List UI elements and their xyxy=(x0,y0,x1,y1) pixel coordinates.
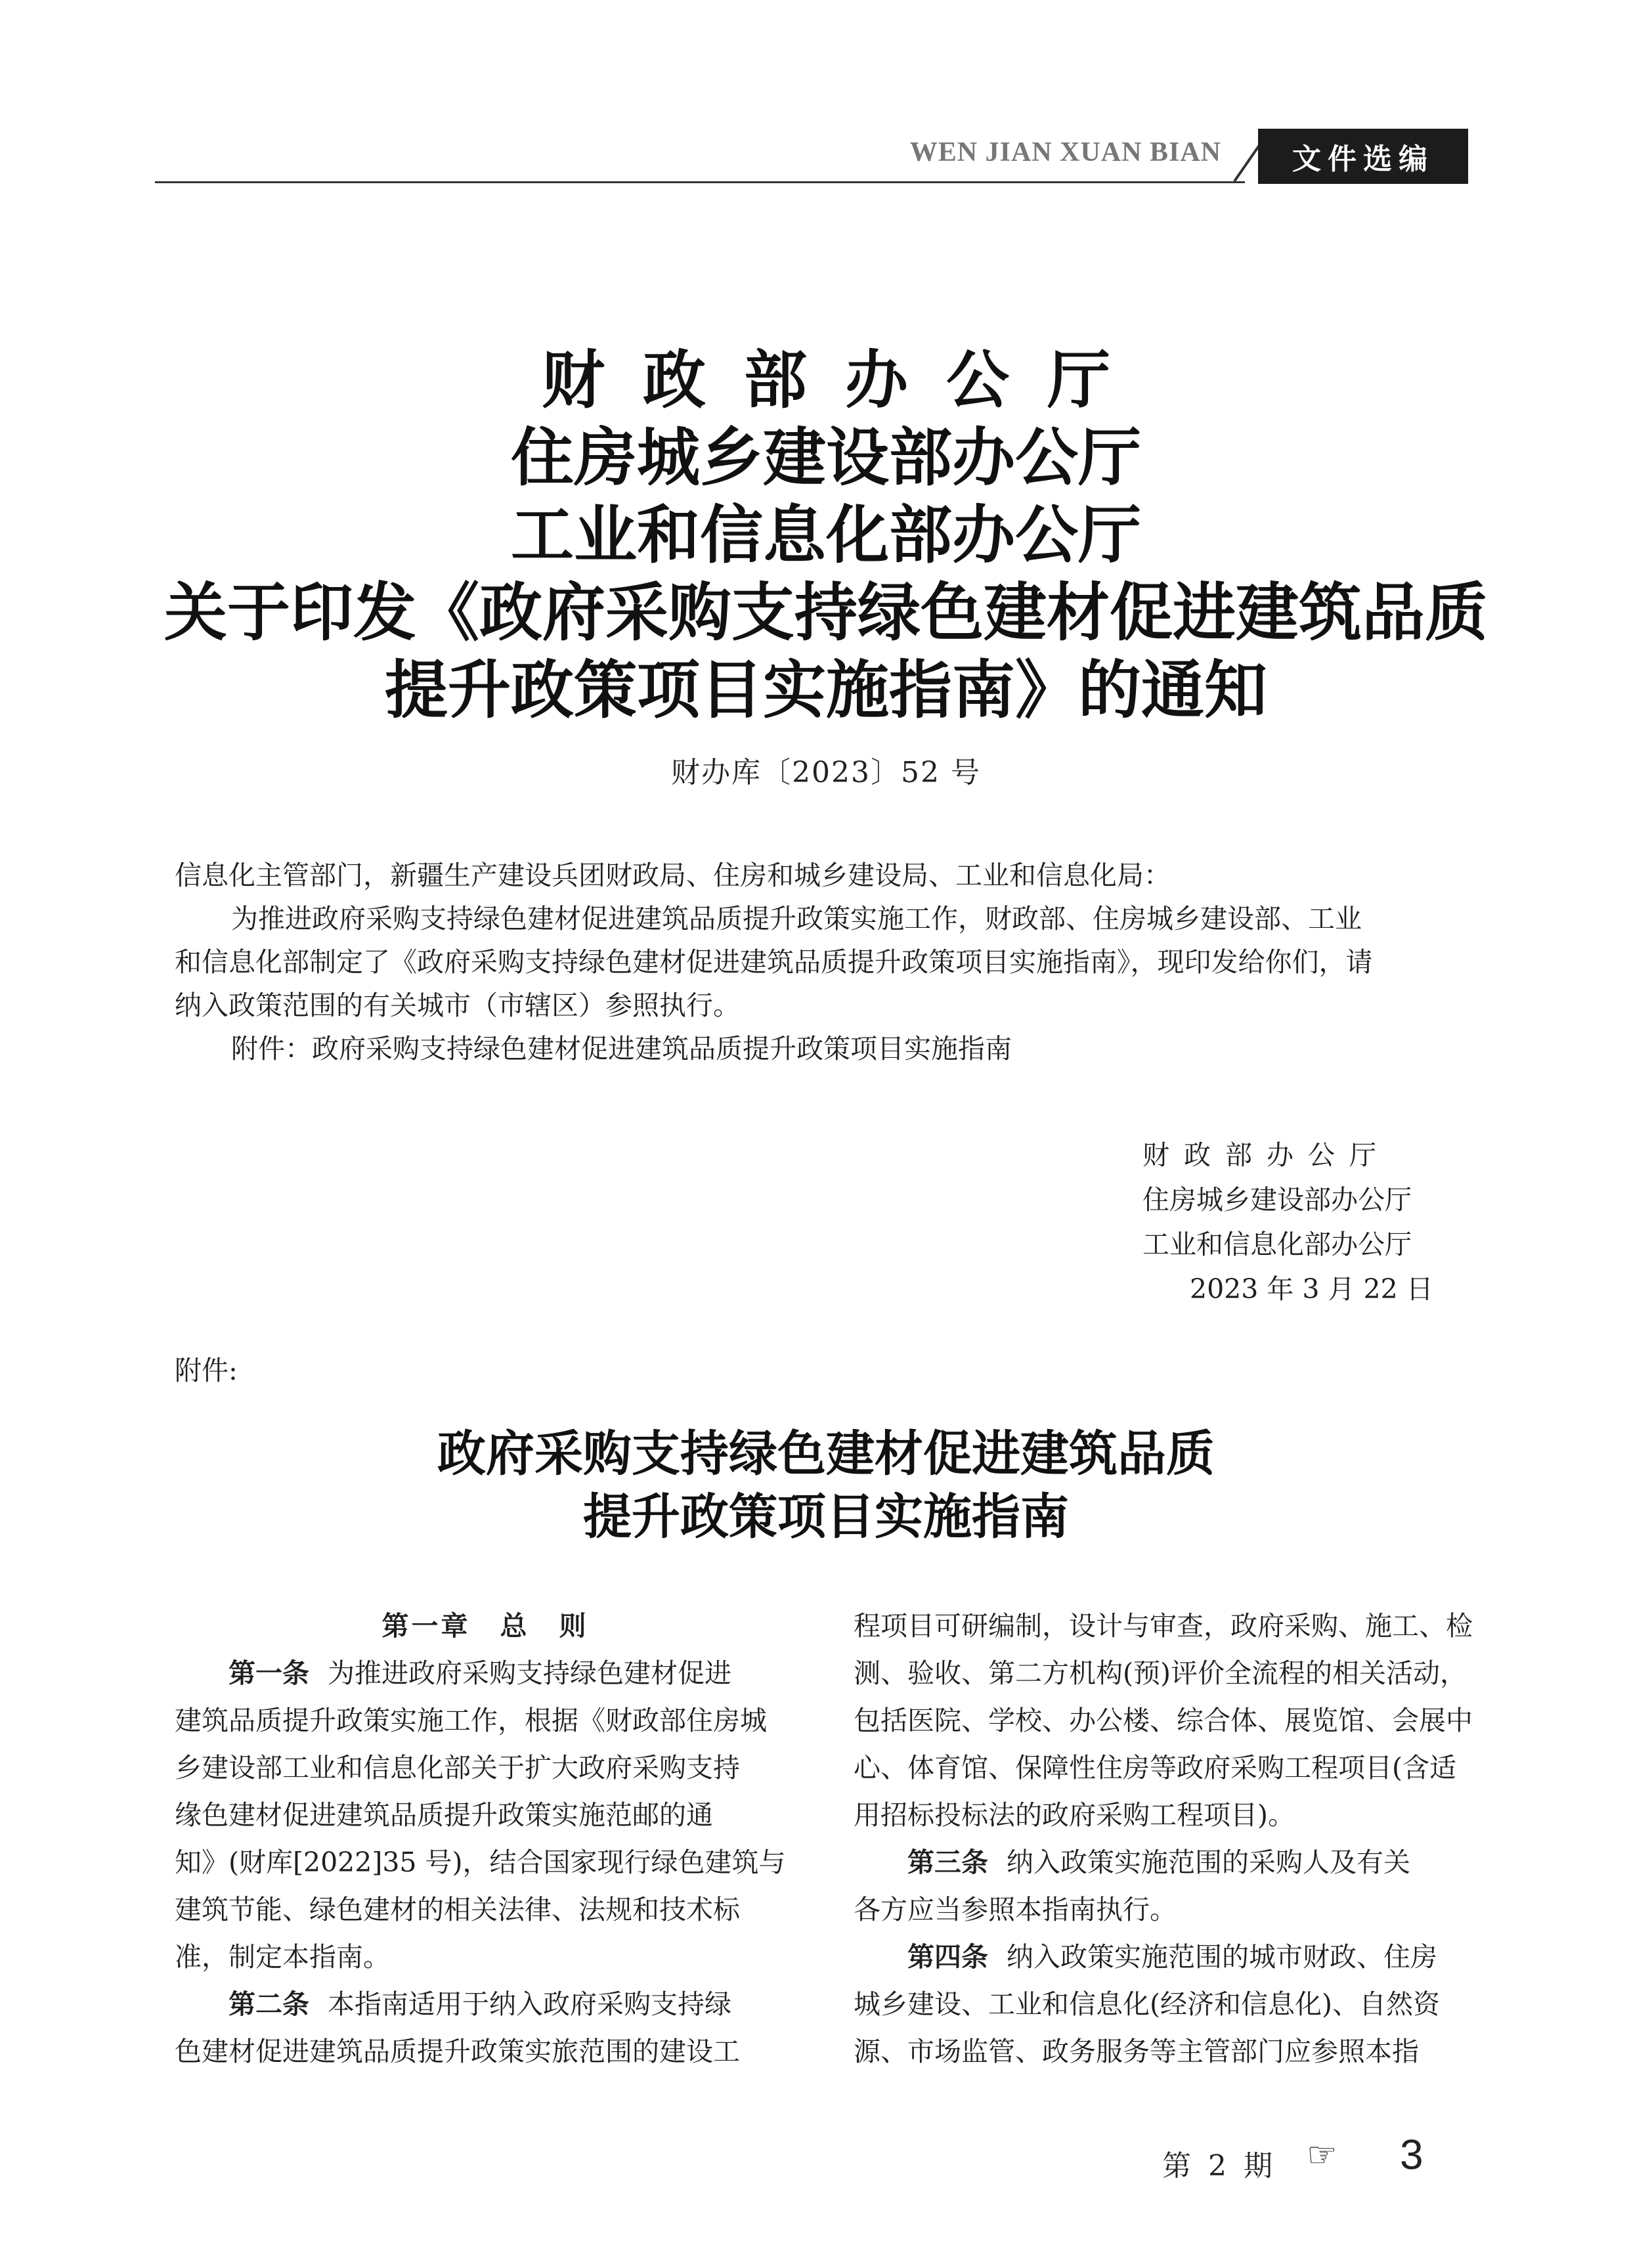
article-1-line: 准，制定本指南。 xyxy=(175,1941,390,1973)
article-4-line: 源、市场监管、政务服务等主管部门应参照本指 xyxy=(854,2036,1419,2067)
article-3-line: 各方应当参照本指南执行。 xyxy=(854,1894,1177,1925)
article-4-line: 城乡建设、工业和信息化(经济和信息化)、自然资 xyxy=(854,1988,1440,2020)
article-label: 第一条 xyxy=(228,1657,309,1689)
document-number: 财办库〔2023〕52 号 xyxy=(671,756,981,789)
title-line: 工业和信息化部办公厅 xyxy=(511,498,1141,572)
article-text: 为推进政府采购支持绿色建材促进 xyxy=(328,1657,731,1689)
article-text: 纳入政策实施范围的城市财政、住房 xyxy=(1007,1941,1437,1973)
document-title xyxy=(164,341,1488,729)
article-1-line: 乡建设部工业和信息化部关于扩大政府采购支持 xyxy=(175,1752,740,1784)
header-rule xyxy=(155,181,1245,183)
right-column xyxy=(854,1602,1475,2075)
article-1-line: 建筑节能、绿色建材的相关法律、法规和技术标 xyxy=(175,1894,740,1925)
attachment-title-line: 提升政策项目实施指南 xyxy=(583,1489,1069,1545)
signature-org: 财政部办公厅 xyxy=(1142,1139,1391,1171)
running-header-latin: WEN JIAN XUAN BIAN xyxy=(909,137,1221,167)
paragraph-line: 纳入政策范围的有关城市（市辖区）参照执行。 xyxy=(175,990,740,1021)
signature-date: 2023 年 3 月 22 日 xyxy=(1190,1273,1433,1305)
article-2-line: 包括医院、学校、办公楼、综合体、展览馆、会展中 xyxy=(854,1705,1473,1736)
paragraph-line: 为推进政府采购支持绿色建材促进建筑品质提升政策实施工作，财政部、住房城乡建设部、工业 xyxy=(231,903,1362,934)
article-1-line: 知》(财库[2022]35 号)，结合国家现行绿色建筑与 xyxy=(175,1847,786,1878)
signature-org: 工业和信息化部办公厅 xyxy=(1142,1229,1412,1260)
article-label: 第三条 xyxy=(907,1847,988,1878)
page-number: 3 xyxy=(1400,2131,1424,2178)
article-1-line: 缘色建材促进建筑品质提升政策实施范邮的通 xyxy=(175,1799,713,1831)
article-2-line: 测、验收、第二方机构(预)评价全流程的相关活动， xyxy=(854,1657,1467,1689)
article-2-line: 色建材促进建筑品质提升政策实旅范围的建设工 xyxy=(175,2036,740,2067)
article-1-line: 建筑品质提升政策实施工作，根据《财政部住房城 xyxy=(175,1705,767,1736)
title-line: 住房城乡建设部办公厅 xyxy=(511,420,1141,494)
pointing-hand-icon: ☞ xyxy=(1307,2136,1337,2175)
attachment-label: 附件: xyxy=(175,1355,238,1386)
signature-org: 住房城乡建设部办公厅 xyxy=(1142,1184,1412,1216)
article-2-line: 心、体育馆、保障性住房等政府采购工程项目(含适 xyxy=(854,1752,1456,1784)
article-label: 第二条 xyxy=(228,1988,309,2020)
issue-number: 第 2 期 xyxy=(1162,2149,1276,2183)
article-2-line: 用招标投标法的政府采购工程项目)。 xyxy=(854,1799,1295,1831)
paragraph-line: 和信息化部制定了《政府采购支持绿色建材促进建筑品质提升政策项目实施指南》，现印发给你们，请 xyxy=(175,946,1373,978)
title-line: 提升政策项目实施指南》的通知 xyxy=(385,653,1267,727)
article-3-line xyxy=(854,1839,1475,1886)
article-4-line xyxy=(854,1933,1475,1981)
chapter-heading: 第一章 总 则 xyxy=(381,1610,589,1642)
article-2-line xyxy=(175,1981,796,2028)
article-2-line: 程项目可研编制，设计与审查，政府采购、施工、检 xyxy=(854,1610,1473,1642)
addressee: 信息化主管部门，新疆生产建设兵团财政局、住房和城乡建设局、工业和信息化局： xyxy=(175,860,1171,891)
attachment-title-line: 政府采购支持绿色建材促进建筑品质 xyxy=(437,1426,1215,1482)
title-line: 关于印发《政府采购支持绿色建材促进建筑品质 xyxy=(164,575,1488,649)
attachment-title xyxy=(164,1422,1488,1548)
article-text: 纳入政策实施范围的采购人及有关 xyxy=(1007,1847,1410,1878)
article-text: 本指南适用于纳入政府采购支持绿 xyxy=(328,1988,731,2020)
title-line: 财政部办公厅 xyxy=(542,343,1148,417)
attachment-note: 附件：政府采购支持绿色建材促进建筑品质提升政策项目实施指南 xyxy=(231,1033,1012,1064)
article-label: 第四条 xyxy=(907,1941,988,1973)
left-column xyxy=(175,1602,796,2075)
article-1-line xyxy=(175,1650,796,1697)
running-header-section: 文件选编 xyxy=(1258,129,1468,184)
